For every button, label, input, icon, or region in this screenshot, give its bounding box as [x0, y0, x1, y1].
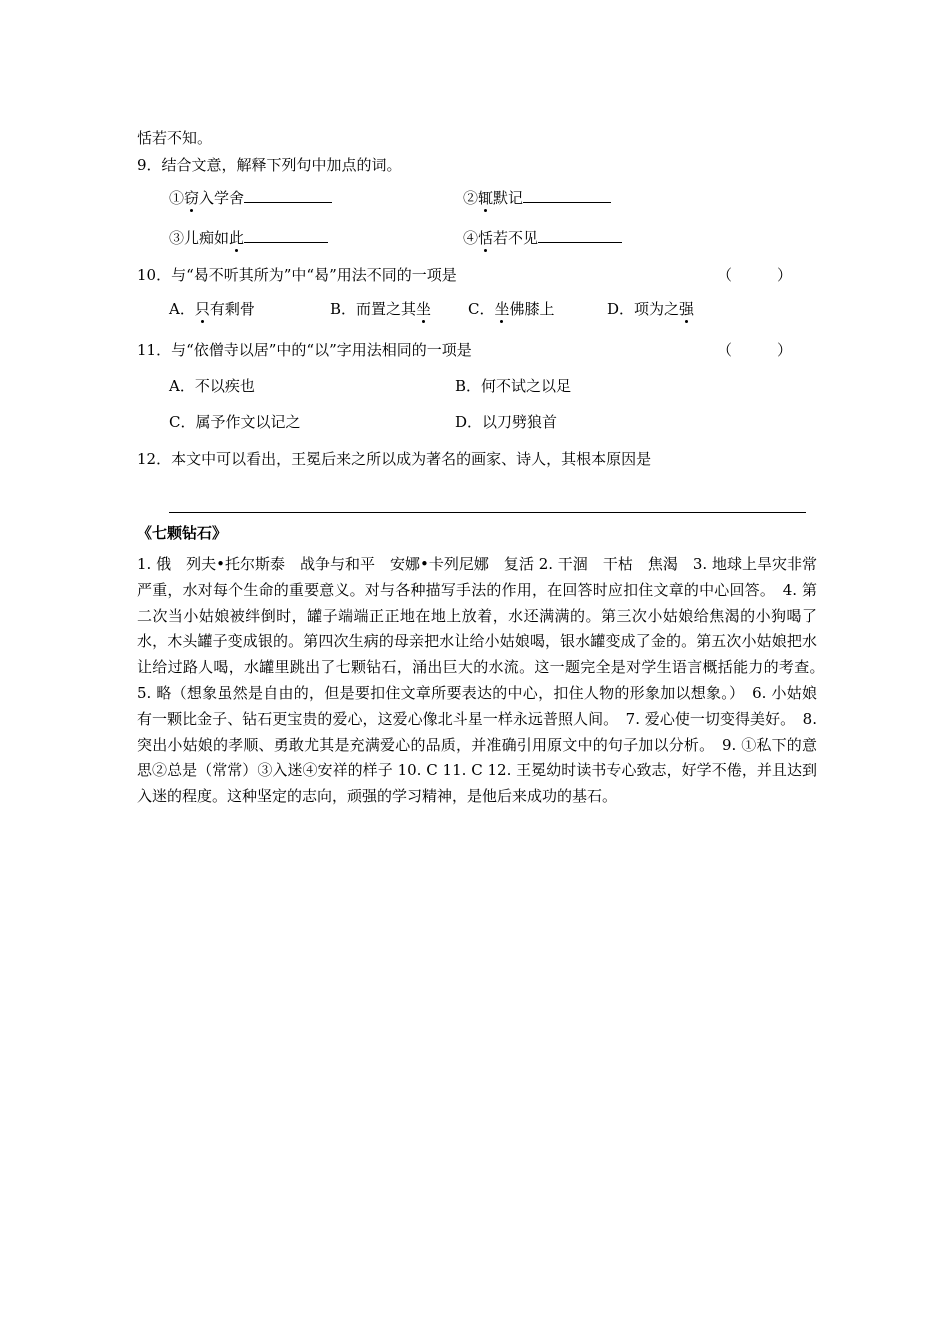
q10-answer-paren: （ ）	[717, 266, 793, 284]
answer-blank	[244, 187, 332, 203]
dotted-char: 辄	[478, 189, 494, 207]
question-11-stem: 11．与“依僧寺以居”中的“以”字用法相同的一项是	[137, 341, 472, 359]
question-10-stem: 10．与“曷不听其所为”中“曷”用法不同的一项是	[137, 266, 457, 284]
q11-option-a: A．不以疾也	[169, 377, 255, 395]
top-fragment: 恬若不知。	[137, 129, 213, 147]
dotted-char: 窃	[184, 189, 200, 207]
answer-section-title: 《七颗钻石》	[137, 524, 228, 542]
dotted-char: 此	[229, 229, 245, 247]
q11-answer-paren: （ ）	[717, 341, 793, 359]
q10-option-b: B．而置之其坐	[330, 300, 432, 318]
q11-option-c: C．属予作文以记之	[169, 413, 301, 431]
q10-option-d: D．项为之强	[607, 300, 695, 318]
answer-key-paragraph: 1. 俄 列夫•托尔斯泰 战争与和平 安娜•卡列尼娜 复活 2. 干涸 干枯 焦渴 3. 地球上旱灾非常严重，水对每个生命的重要意义。对与各种描写手法的作用，在回答时应扣住文章的中心回答。 4. 第二次当小姑娘被绊倒时，罐子端端正正地在地上放着，水还满满的。第三次小姑娘给焦渴的小狗喝了水，木头罐子变成银的。第四次生病的母亲把水让给小姑娘喝，银水罐变成了金的。第五次小姑娘把水让给过路人喝，水罐里跳出了七颗钻石，涌出巨大的水流。这一题完全是对学生语言概括能力的考查。 5. 略（想象虽然是自由的，但是要扣住文章所要表达的中心，扣住人物的形象加以想象。） 6. 小姑娘有一颗比金子、钻石更宝贵的爱心，这爱心像北斗星一样永远普照人间。 7. 爱心使一切变得美好。 8. 突出小姑娘的孝顺、勇敢尤其是充满爱心的品质，并准确引用原文中的句子加以分析。 9. ①私下的意思②总是（常常）③入迷④安祥的样子 10. C 11. C 12. 王冕幼时读书专心致志，好学不倦，并且达到入迷的程度。这种坚定的志向，顽强的学习精神，是他后来成功的基石。	[137, 555, 833, 806]
question-12-stem: 12．本文中可以看出，王冕后来之所以成为著名的画家、诗人，其根本原因是	[137, 450, 652, 468]
dotted-char: 坐	[494, 300, 510, 318]
q9-item-3: ③儿痴如此	[169, 227, 328, 248]
q9-item-2: ②辄默记	[463, 187, 611, 208]
q9-item-4: ④恬若不见	[463, 227, 622, 248]
dotted-char: 恬	[478, 229, 494, 247]
q10-option-c: C．坐佛膝上	[468, 300, 555, 318]
question-9-stem: 9．结合文意，解释下列句中加点的词。	[137, 156, 402, 174]
q9-item-1: ①窃入学舍	[169, 187, 332, 208]
answer-blank	[244, 227, 328, 243]
dotted-char: 坐	[416, 300, 432, 318]
answer-line	[169, 512, 806, 513]
q11-option-b: B．何不试之以足	[455, 377, 572, 395]
answer-blank	[538, 227, 622, 243]
dotted-char: 只	[194, 300, 210, 318]
q11-option-d: D．以刀劈狼首	[455, 413, 558, 431]
q10-option-a: A．只有剩骨	[169, 300, 255, 318]
answer-blank	[523, 187, 611, 203]
dotted-char: 强	[679, 300, 695, 318]
